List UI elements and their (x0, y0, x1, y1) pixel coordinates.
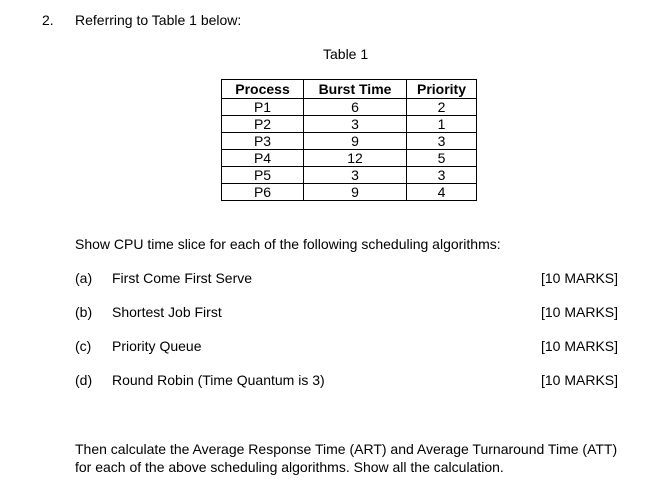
table-row (222, 184, 477, 201)
instruction-text: Show CPU time slice for each of the following scheduling algorithms: (75, 236, 501, 252)
header-burst-time: Burst Time (304, 80, 407, 99)
table-header-row (222, 80, 477, 99)
table-row (222, 150, 477, 167)
option-marks-c: [10 MARKS] (541, 338, 619, 354)
cell-process: P6 (222, 184, 304, 201)
cell-process: P2 (222, 116, 304, 133)
cell-burst-time: 6 (304, 99, 407, 116)
table-caption: Table 1 (323, 46, 369, 62)
table-row (222, 99, 477, 116)
conclusion-text: Then calculate the Average Response Time (ART) and Average Turnaround Time (ATT) for each of the above scheduling algorithms. Show all the calculation. (75, 441, 618, 475)
option-marks-d: [10 MARKS] (541, 372, 619, 388)
cell-priority: 1 (407, 116, 477, 133)
cell-burst-time: 12 (304, 150, 407, 167)
option-text-b: Shortest Job First (112, 304, 222, 320)
option-label-a: (a) (75, 270, 93, 286)
cell-burst-time: 9 (304, 133, 407, 150)
option-text-d: Round Robin (Time Quantum is 3) (112, 372, 325, 388)
cell-process: P3 (222, 133, 304, 150)
option-label-d: (d) (75, 372, 93, 388)
header-process: Process (222, 80, 304, 99)
table-row (222, 133, 477, 150)
table-row (222, 116, 477, 133)
option-marks-a: [10 MARKS] (541, 270, 619, 286)
cell-burst-time: 9 (304, 184, 407, 201)
process-table (221, 79, 477, 201)
cell-process: P1 (222, 99, 304, 116)
cell-burst-time: 3 (304, 167, 407, 184)
question-number: 2. (42, 12, 54, 28)
option-marks-b: [10 MARKS] (541, 304, 619, 320)
cell-burst-time: 3 (304, 116, 407, 133)
cell-process: P4 (222, 150, 304, 167)
option-text-a: First Come First Serve (112, 270, 253, 286)
cell-priority: 3 (407, 167, 477, 184)
option-text-c: Priority Queue (112, 338, 202, 354)
cell-priority: 5 (407, 150, 477, 167)
question-intro: Referring to Table 1 below: (75, 12, 242, 28)
option-label-c: (c) (75, 338, 92, 354)
header-priority: Priority (407, 80, 477, 99)
cell-priority: 4 (407, 184, 477, 201)
cell-process: P5 (222, 167, 304, 184)
cell-priority: 3 (407, 133, 477, 150)
table-row (222, 167, 477, 184)
option-label-b: (b) (75, 304, 93, 320)
cell-priority: 2 (407, 99, 477, 116)
